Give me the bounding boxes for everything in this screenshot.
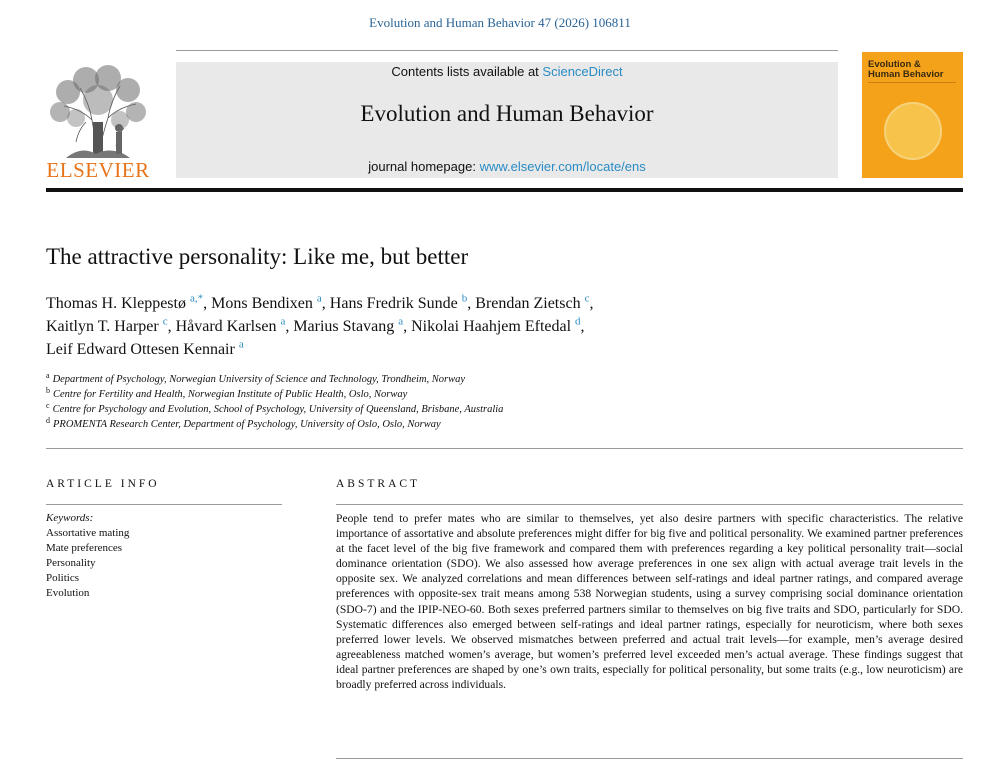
author-7[interactable]: Marius Stavang $^a$ (293, 315, 404, 335)
author-9[interactable]: Leif Edward Ottesen Kennair $^a$ (46, 338, 244, 358)
cover-title-line-2: Human Behavior (868, 69, 944, 80)
affiliation-list (46, 372, 746, 432)
author-8[interactable]: Nikolai Haahjem Eftedal $^d$ (411, 315, 581, 335)
author-2[interactable]: Mons Bendixen $^a$ (211, 292, 322, 312)
cover-tree-emblem-icon (884, 102, 942, 160)
author-6[interactable]: Håvard Karlsen $^a$ (175, 315, 286, 335)
cover-divider (868, 82, 956, 90)
contents-prefix: Contents lists available at (391, 64, 543, 79)
keyword-item: Politics (46, 572, 80, 584)
keyword-item: Mate preferences (46, 542, 123, 554)
affiliation-b: $^b$ Centre for Fertility and Health, Norwegian Institute of Public Health, Oslo, Norway (46, 385, 408, 400)
keywords-block (46, 511, 129, 601)
header-top-rule (176, 50, 838, 51)
elsevier-wordmark: ELSEVIER (46, 158, 150, 182)
abstract-heading: ABSTRACT (336, 478, 421, 490)
keyword-item: Assortative mating (46, 527, 130, 539)
section-divider (46, 448, 963, 449)
author-3[interactable]: Hans Fredrik Sunde $^b$ (329, 292, 468, 312)
keyword-item: Personality (46, 557, 96, 569)
journal-homepage-link[interactable]: www.elsevier.com/locate/ens (479, 159, 646, 174)
author-list: Thomas H. Kleppestø $^{a,*}$, Mons Bendixen $^a$, Hans Fredrik Sunde $^b$, Brendan Zietsch $^c$, Kaitlyn T. Harper $^c$, Håvard Karlsen $^a$, Marius Stavang $^a$, Nikolai Haahjem Eftedal $^d$, Leif Edward Ottesen Kennair $^a$ (46, 292, 594, 358)
cover-title (868, 60, 944, 80)
journal-cover-thumbnail[interactable] (862, 52, 963, 178)
author-1[interactable]: Thomas H. Kleppestø $^{a,*}$ (46, 292, 204, 312)
abstract-bottom-rule (336, 758, 963, 759)
affiliation-c: $^c$ Centre for Psychology and Evolution, School of Psychology, University of Queensland, Brisbane, Australia (46, 400, 504, 415)
sciencedirect-link[interactable]: ScienceDirect (542, 64, 623, 79)
journal-name: Evolution and Human Behavior (360, 101, 654, 126)
contents-line (176, 64, 838, 79)
affiliation-a: $^a$ Department of Psychology, Norwegian University of Science and Technology, Trondheim, Norway (46, 370, 466, 385)
abstract-text: People tend to prefer mates who are similar to themselves, yet also desire partners with specific characteristics. The relative importance of assortative and absolute preferences might differ for big five and political personality. We examined partner preferences at the facet level of the big five framework and compared them with preferences regarding a key political personality trait—social dominance orientation (SDO). We also assessed how average preferences in one sex align with actual average trait levels in the opposite sex. We analyzed correlations and mean differences between self-ratings and ideal partner ratings, and compared average preferences with opposite-sex trait means among 538 Norwegian students, using a survey comprising social dominance orientation (SDO-7) and the IPIP-NEO-60. Both sexes preferred partners similar to themselves on big five traits and SDO, particularly for SDO. Systematic differences also emerged between self-ratings and ideal partner ratings, especially for neuroticism, where both sexes preferred lower levels. We observed mismatches between preferred and actual trait levels—for example, men’s average desired agreeableness matched women’s average, but women’s preferred level exceeded men’s actual average. These findings suggest that ideal partner preferences are shaped by one’s own traits, especially for political personality, but some traits (e.g., low neuroticism) are broadly preferred across individuals. (336, 512, 963, 692)
article-info-rule (46, 504, 282, 505)
journal-header-box (176, 62, 838, 178)
article-title: The attractive personality: Like me, but better (46, 244, 469, 269)
article-info-heading: ARTICLE INFO (46, 478, 160, 490)
author-4[interactable]: Brendan Zietsch $^c$ (475, 292, 590, 312)
affiliation-d: $^d$ PROMENTA Research Center, Department of Psychology, University of Oslo, Oslo, Norway (46, 415, 441, 430)
journal-citation[interactable]: Evolution and Human Behavior 47 (2026) 106811 (369, 15, 631, 30)
keywords-label: Keywords: (46, 512, 94, 524)
author-5[interactable]: Kaitlyn T. Harper $^c$ (46, 315, 168, 335)
homepage-prefix: journal homepage: (368, 159, 480, 174)
homepage-line (176, 159, 838, 174)
cover-title-line-1: Evolution & (868, 59, 921, 70)
abstract-rule (336, 504, 963, 505)
header-thick-rule (46, 188, 963, 192)
keyword-item: Evolution (46, 587, 90, 599)
